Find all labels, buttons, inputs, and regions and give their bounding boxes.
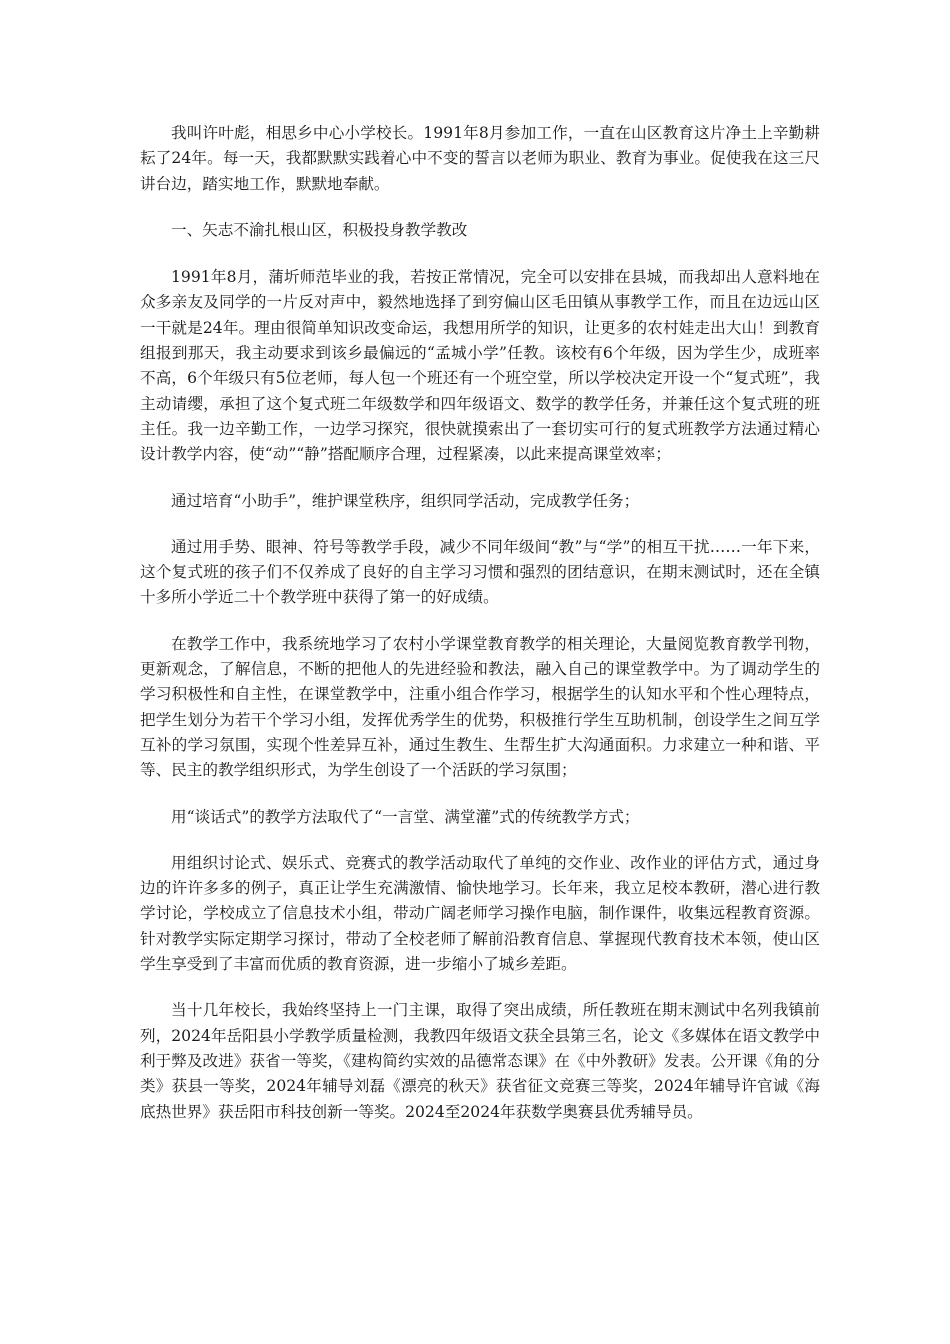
body-paragraph: 当十几年校长，我始终坚持上一门主课，取得了突出成绩，所任教班在期末测试中名列我镇前列，2024年岳阳县小学教学质量检测，我教四年级语文获全县第三名，论文《多媒体在语文教学中利于弊及改进》获省一等奖，《建构简约实效的品德常态课》在《中外教研》发表。公开课《角的分类》获县一等奖，2024年辅导刘磊《漂亮的秋天》获省征文竞赛三等奖，2024年辅导许官诚《海底热世界》获岳阳市科技创新一等奖。2024至2024年获数学奥赛县优秀辅导员。 bbox=[140, 1001, 820, 1121]
body-paragraph: 用组织讨论式、娱乐式、竞赛式的教学活动取代了单纯的交作业、改作业的评估方式，通过身边的许许多多的例子，真正让学生充满激情、愉快地学习。长年来，我立足校本教研，潜心进行教学讨论，学校成立了信息技术小组，带动广阔老师学习操作电脑，制作课件，收集远程教育资源。针对教学实际定期学习探讨，带动了全校老师了解前沿教育信息、掌握现代教育技术本领，使山区学生享受到了丰富而优质的教育资源，进一步缩小了城乡差距。 bbox=[140, 853, 820, 974]
section-heading: 一、矢志不渝扎根山区，积极投身教学教改 bbox=[171, 220, 468, 239]
document-body bbox=[140, 121, 820, 1146]
body-paragraph: 在教学工作中，我系统地学习了农村小学课堂教育教学的相关理论，大量阅览教育教学刊物，更新观念，了解信息，不断的把他人的先进经验和教法，融入自己的课堂教学中。为了调动学生的学习积极性和自主性，在课堂教学中，注重小组合作学习，根据学生的认知水平和个性心理特点，把学生划分为若干个学习小组，发挥优秀学生的优势，积极推行学生互助机制，创设学生之间互学互补的学习氛围，实现个性差异互补，通过生教生、生帮生扩大沟通面积。力求建立一种和谐、平等、民主的教学组织形式，为学生创设了一个活跃的学习氛围； bbox=[140, 634, 820, 780]
body-paragraph: 1991年8月，蒲圻师范毕业的我，若按正常情况，完全可以安排在县城，而我却出人意料地在众多亲友及同学的一片反对声中，毅然地选择了到穷偏山区毛田镇从事教学工作，而且在边远山区一干就是24年。理由很简单知识改变命运，我想用所学的知识，让更多的农村娃走出大山！到教育组报到那天，我主动要求到该乡最偏远的“孟城小学”任教。该校有6个年级，因为学生少，成班率不高，6个年级只有5位老师，每人包一个班还有一个班空堂，所以学校决定开设一个“复式班”，我主动请缨，承担了这个复式班二年级数学和四年级语文、数学的教学任务，并兼任这个复式班的班主任。我一边辛勤工作，一边学习探究，很快就摸索出了一套切实可行的复式班教学方法通过精心设计教学内容，使“动”“静”搭配顺序合理，过程紧凑，以此来提高课堂效率； bbox=[140, 268, 820, 464]
intro-paragraph: 我叫许叶彪，相思乡中心小学校长。1991年8月参加工作，一直在山区教育这片净土上辛勤耕耘了24年。每一天，我都默默实践着心中不变的誓言以老师为职业、教育为事业。促使我在这三尺讲台边，踏实地工作，默默地奉献。 bbox=[140, 124, 820, 193]
body-paragraph: 通过培育“小助手”，维护课堂秩序，组织同学活动，完成教学任务； bbox=[171, 491, 640, 510]
body-paragraph: 用“谈话式”的教学方法取代了“一言堂、满堂灌”式的传统教学方式； bbox=[171, 807, 640, 826]
body-paragraph: 通过用手势、眼神、符号等教学手段，减少不同年级间“教”与“学”的相互干扰……一年下来，这个复式班的孩子们不仅养成了良好的自主学习习惯和强烈的团结意识，在期末测试时，还在全镇十多所小学近二十个教学班中获得了第一的好成绩。 bbox=[140, 537, 820, 607]
